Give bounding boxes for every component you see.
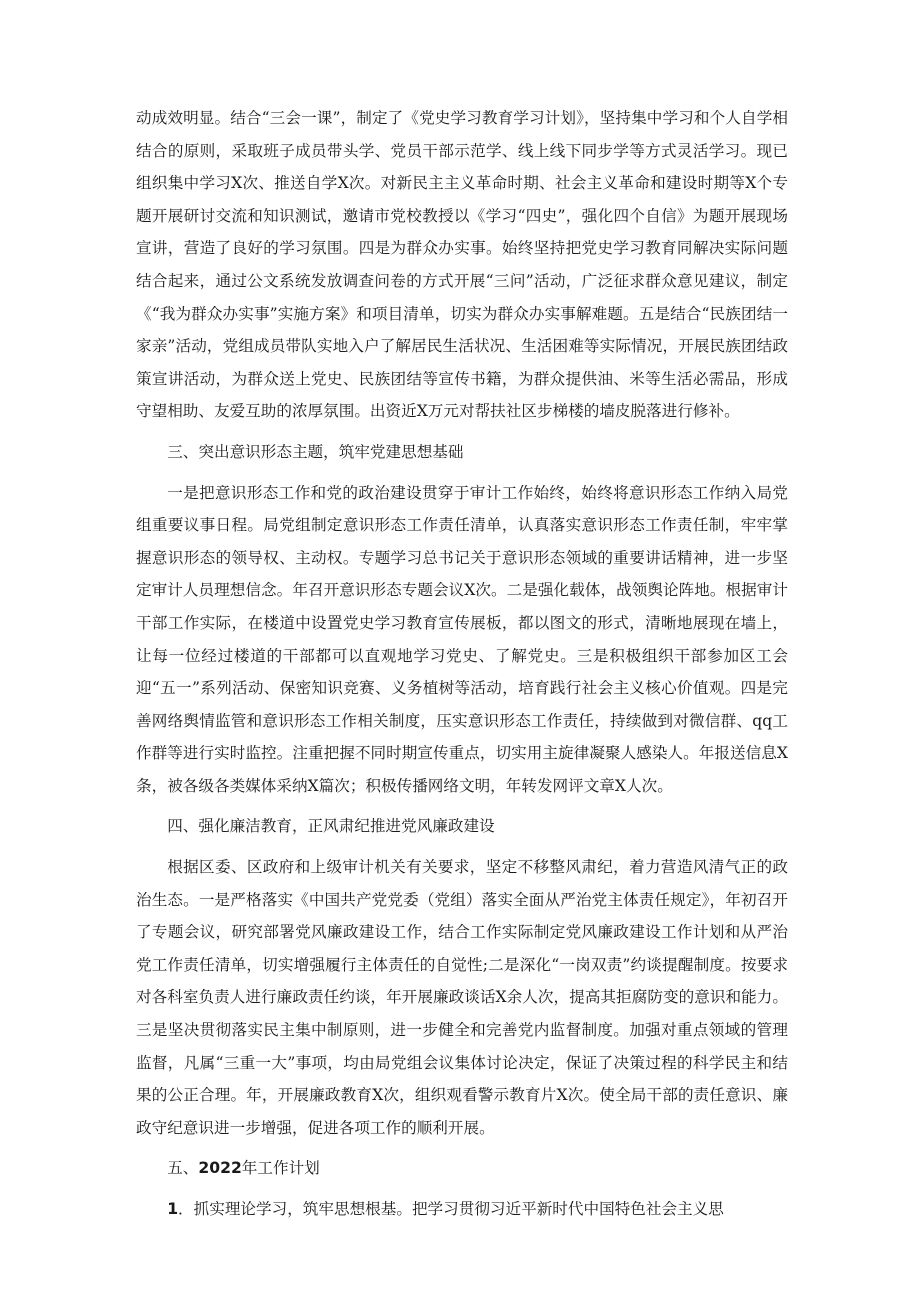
heading-year: 2022 — [198, 1159, 242, 1178]
body-paragraph: 一是把意识形态工作和党的政治建设贯穿于审计工作始终，始终将意识形态工作纳入局党组重要议事日程。局党组制定意识形态工作责任清单，认真落实意识形态工作责任制，牢牢掌握意识形态的领导权、主动权。专题学习总书记关于意识形态领域的重要讲话精神，进一步坚定审计人员理想信念。年召开意识形态专题会议X次。二是强化载体，战领舆论阵地。根据审计干部工作实际，在楼道中设置党史学习教育宣传展板，都以图文的形式，清晰地展现在墙上，让每一位经过楼道的干部都可以直观地学习党史、了解党史。三是积极组织干部参加区工会迎“五一”系列活动、保密知识竞赛、义务植树等活动，培育践行社会主义核心价值观。四是完善网络舆情监管和意识形态工作相关制度，压实意识形态工作责任，持续做到对微信群、qq工作群等进行实时监控。注重把握不同时期宣传重点，切实用主旋律凝聚人感染人。年报送信息X条，被各级各类媒体采纳X篇次；积极传播网络文明，年转发网评文章X人次。 — [136, 483, 788, 795]
section-heading-5 — [136, 1152, 788, 1185]
body-paragraph: 动成效明显。结合“三会一课”，制定了《党史学习教育学习计划》，坚持集中学习和个人自学相结合的原则，采取班子成员带头学、党员干部示范学、线上线下同步学等方式灵活学习。现已组织集中学习X次、推送自学X次。对新民主主义革命时期、社会主义革命和建设时期等X个专题开展研讨交流和知识测试，邀请市党校教授以《学习“四史”，强化四个自信》为题开展现场宣讲，营造了良好的学习氛围。四是为群众办实事。始终坚持把党史学习教育同解决实际问题结合起来，通过公文系统发放调查问卷的方式开展“三问”活动，广泛征求群众意见建议，制定《“我为群众办实事”实施方案》和项目清单，切实为群众办实事解难题。五是结合“民族团结一家亲”活动，党组成员带队实地入户了解居民生活状况、生活困难等实际情况，开展民族团结政策宣讲活动，为群众送上党史、民族团结等宣传书籍，为群众提供油、米等生活必需品，形成守望相助、友爱互助的浓厚氛围。出资近X万元对帮扶社区步梯楼的墙皮脱落进行修补。 — [136, 109, 788, 421]
section-heading-3: 三、突出意识形态主题，筑牢党建思想基础 — [167, 442, 464, 461]
body-paragraph: 根据区委、区政府和上级审计机关有关要求，坚定不移整风肃纪，着力营造风清气正的政治生态。一是严格落实《中国共产党党委（党组）落实全面从严治党主体责任规定》，年初召开了专题会议，研究部署党风廉政建设工作，结合工作实际制定党风廉政建设工作计划和从严治党工作责任清单，切实增强履行主体责任的自觉性;二是深化“一岗双责”约谈提醒制度。按要求对各科室负责人进行廉政责任约谈，年开展廉政谈话X余人次，提高其拒腐防变的意识和能力。三是坚决贯彻落实民主集中制原则，进一步健全和完善党内监督制度。加强对重点领域的管理监督，凡属“三重一大”事项，均由局党组会议集体讨论决定，保证了决策过程的科学民主和结果的公正合理。年，开展廉政教育X次，组织观看警示教育片X次。使全局干部的责任意识、廉政守纪意识进一步增强，促进各项工作的顺利开展。 — [136, 858, 788, 1137]
body-paragraph — [136, 1193, 788, 1226]
list-number: 1 — [167, 1200, 179, 1218]
document-page — [136, 102, 788, 1226]
section-heading-4: 四、强化廉洁教育，正风肃纪推进党风廉政建设 — [167, 817, 495, 836]
list-text: ．抓实理论学习，筑牢思想根基。把学习贯彻习近平新时代中国特色社会主义思 — [178, 1200, 724, 1218]
heading-prefix: 五、 — [167, 1159, 199, 1178]
heading-suffix: 年工作计划 — [241, 1159, 320, 1178]
